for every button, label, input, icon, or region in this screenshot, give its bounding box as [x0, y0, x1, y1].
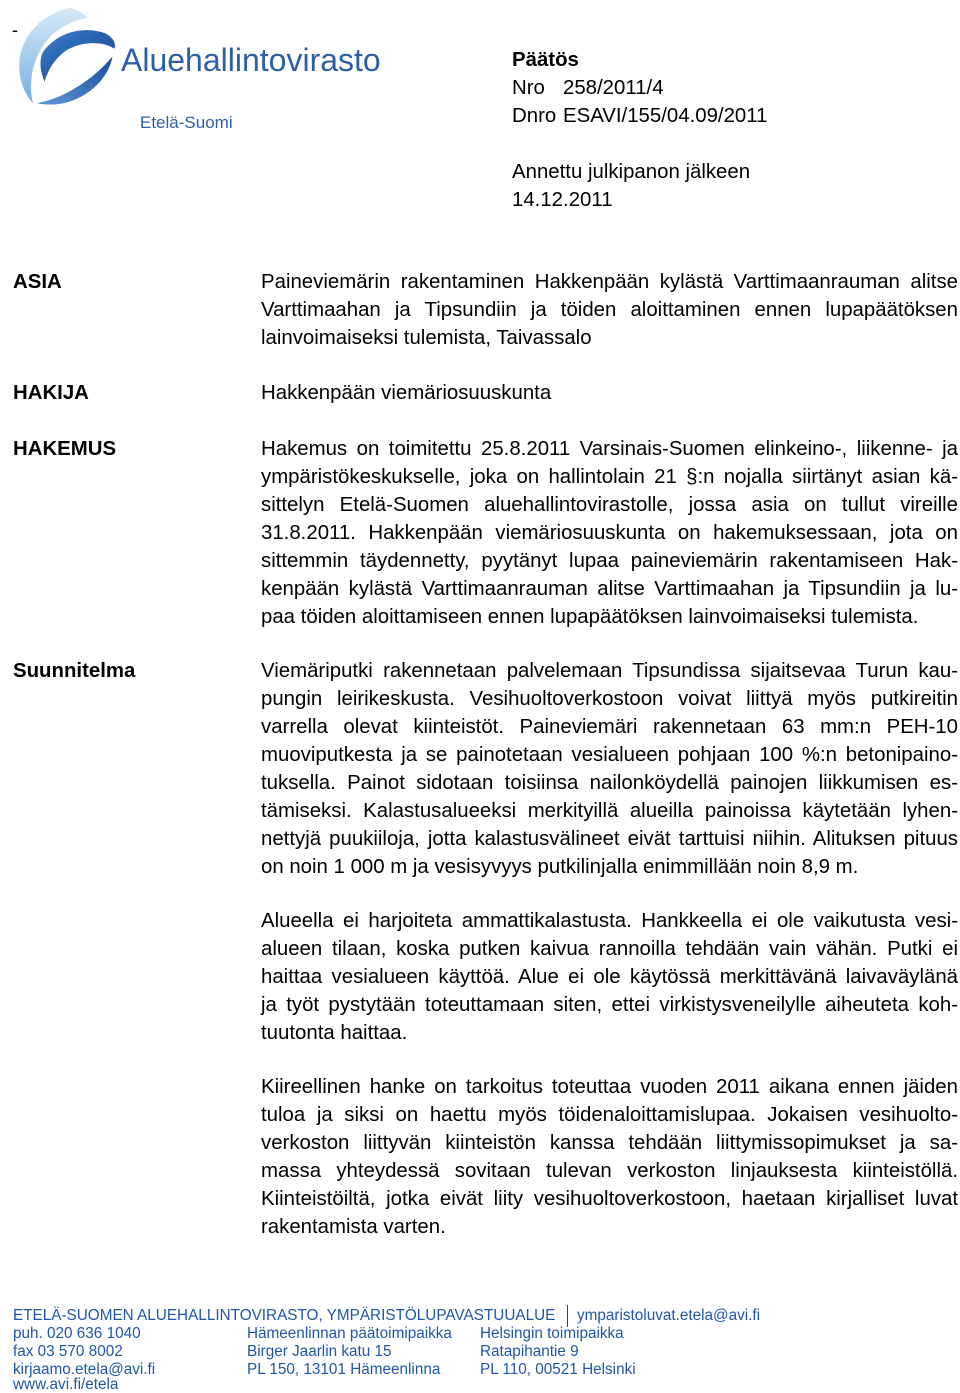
text-line: Kiinteistöiltä, jotka eivät liity vesihuoltoverkostoon, haetaan kirjalliset luvat: [261, 1188, 958, 1210]
asia-paragraph: [261, 268, 958, 352]
section-label-hakija: HAKIJA: [13, 382, 89, 404]
text-line: sittemmin täydennetty, pyytänyt lupaa paineviemärin rakentamiseen Hak-: [261, 550, 958, 572]
text-line: tämiseksi. Kalastusalueeksi merkityillä alueilla painoissa käytetään lyhen-: [261, 800, 958, 822]
footer-fax: fax 03 570 8002: [13, 1343, 123, 1360]
text-line: tuloa ja siksi on haettu myös töidenaloittamislupaa. Jokaisen vesihuolto-: [261, 1104, 958, 1126]
text-line: ja työt pystytään toteuttamaan siten, ettei virkistysveneilylle aiheuteta koh-: [261, 994, 958, 1016]
footer-email-link[interactable]: ymparistoluvat.etela@avi.fi: [577, 1307, 761, 1324]
record-number-label: Dnro: [512, 105, 557, 127]
section-label-hakemus: HAKEMUS: [13, 438, 117, 460]
text-line: Kiireellinen hanke on tarkoitus toteuttaa vuoden 2011 aikana ennen jäiden: [261, 1076, 958, 1098]
issued-label: Annettu julkipanon jälkeen: [512, 161, 751, 183]
text-line: massa yhteydessä sovitaan tulevan verkoston linjauksesta kiinteistöllä.: [261, 1160, 958, 1182]
footer-hameenlinna-pobox: PL 150, 13101 Hämeenlinna: [247, 1361, 441, 1378]
record-number: [512, 102, 952, 130]
text-line: Alueella ei harjoiteta ammattikalastusta. Hankkeella ei ole vaikutusta vesi-: [261, 910, 958, 932]
suunnitelma-paragraph-1: [261, 657, 958, 881]
decision-number: [512, 74, 952, 102]
logo-swoosh-icon: [8, 4, 118, 106]
text-line: 31.8.2011. Hakkenpään viemäriosuuskunta on hakemuksessaan, jota on: [261, 522, 958, 544]
footer-helsinki-pobox: PL 110, 00521 Helsinki: [480, 1361, 636, 1378]
text-line: kenpään kylästä Varttimaanrauman alitse Varttimaahan ja Tipsundiin ja lu-: [261, 578, 958, 600]
text-line: tuksella. Painot sidotaan toisiinsa nailonköydellä painojen liikkumisen es-: [261, 772, 958, 794]
text-line: verkoston liittyvän kiinteistön kanssa tehdään liittymissopimukset ja sa-: [261, 1132, 958, 1154]
text-line: Hakkenpään viemäriosuuskunta: [261, 382, 552, 404]
issued-date: 14.12.2011: [512, 189, 613, 211]
decision-title: Päätös: [512, 49, 579, 71]
footer-org: ETELÄ-SUOMEN ALUEHALLINTOVIRASTO, YMPÄRISTÖLUPAVASTUUALUE: [13, 1307, 556, 1324]
footer-website-link[interactable]: www.avi.fi/etela: [13, 1376, 119, 1393]
text-line: nettyjä puukiiloja, jotta kalastusvälineet eivät tarttuisi niihin. Alituksen pituus: [261, 828, 958, 850]
decision-number-value: 258/2011/4: [563, 77, 664, 99]
footer-registry-email-link[interactable]: kirjaamo.etela@avi.fi: [13, 1361, 156, 1378]
footer-hameenlinna-street: Birger Jaarlin katu 15: [247, 1343, 392, 1360]
section-label-suunnitelma: Suunnitelma: [13, 660, 136, 682]
text-line: Hakemus on toimitettu 25.8.2011 Varsinais-Suomen elinkeino-, liikenne- ja: [261, 438, 958, 460]
footer-hameenlinna-title: Hämeenlinnan päätoimipaikka: [247, 1325, 452, 1342]
text-line: varrella olevat kiinteistöt. Paineviemäri rakennetaan 63 mm:n PEH-10: [261, 716, 958, 738]
suunnitelma-paragraph-3: [261, 1073, 958, 1241]
agency-logo-name: Aluehallintovirasto: [121, 42, 381, 78]
text-line: pungin leirikeskusta. Vesihuoltoverkostoon voivat liittyä myös putkireitin: [261, 688, 958, 710]
text-line: tuutonta haittaa.: [261, 1022, 408, 1044]
text-line: Viemäriputki rakennetaan palvelemaan Tipsundissa sijaitsevaa Turun kau-: [261, 660, 958, 682]
hakija-paragraph: [261, 379, 958, 407]
text-line: haittaa vesialueen käyttöä. Alue ei ole käytössä merkittävänä laivaväylänä: [261, 966, 958, 988]
text-line: rakentamista varten.: [261, 1216, 446, 1238]
agency-region: Etelä-Suomi: [140, 113, 233, 132]
footer-helsinki-title: Helsingin toimipaikka: [480, 1325, 624, 1342]
text-line: alueen tilaan, koska putken kaivua rannoilla tehdään vain vähän. Putki ei: [261, 938, 958, 960]
text-line: ympäristökeskukselle, joka on hallintolain 21 §:n nojalla siirtänyt asian kä-: [261, 466, 958, 488]
footer-helsinki-street: Ratapihantie 9: [480, 1343, 579, 1360]
decision-header: [512, 46, 952, 214]
text-line: muoviputkesta ja se painotetaan vesialueen pohjaan 100 %:n betonipaino-: [261, 744, 958, 766]
footer-phone: puh. 020 636 1040: [13, 1325, 141, 1342]
suunnitelma-paragraph-2: [261, 907, 958, 1047]
text-line: paa töiden aloittamiseen ennen lupapäätöksen lainvoimaiseksi tulemista.: [261, 606, 919, 628]
text-line: on noin 1 000 m ja vesisyvyys putkilinjalla enimmillään noin 8,9 m.: [261, 856, 859, 878]
section-label-asia: ASIA: [13, 271, 62, 293]
record-number-value: ESAVI/155/04.09/2011: [563, 105, 768, 127]
decision-number-label: Nro: [512, 77, 545, 99]
text-line: sittelyn Etelä-Suomen aluehallintovirastolle, jossa asia on tullut vireille: [261, 494, 958, 516]
top-mark: -: [12, 20, 18, 40]
footer-separator: [567, 1305, 568, 1327]
hakemus-paragraph: [261, 435, 958, 631]
text-line: Paineviemärin rakentaminen Hakkenpään kylästä Varttimaanrauman alitse: [261, 271, 958, 293]
text-line: lainvoimaiseksi tulemista, Taivassalo: [261, 327, 592, 349]
text-line: Varttimaahan ja Tipsundiin ja töiden aloittaminen ennen lupapäätöksen: [261, 299, 958, 321]
